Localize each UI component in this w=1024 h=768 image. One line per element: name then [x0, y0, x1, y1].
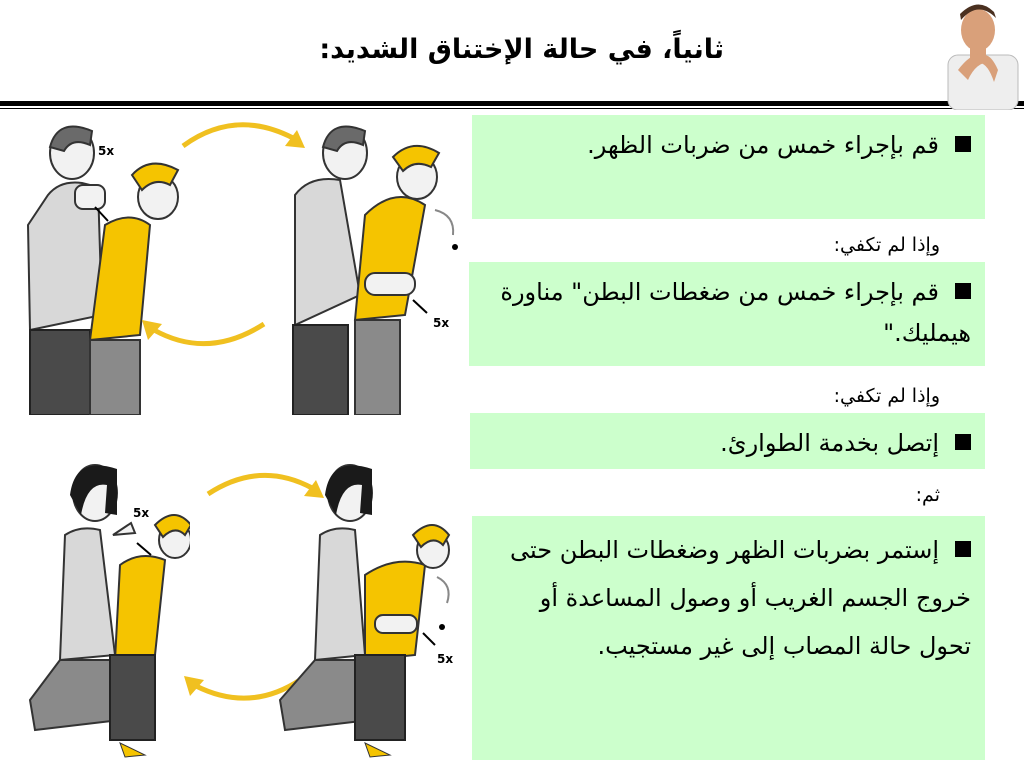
back-blows-count-label: 5x — [98, 144, 115, 158]
choking-person-icon — [938, 0, 1024, 110]
child-abdominal-thrusts-illustration — [265, 455, 465, 760]
child-back-blows-illustration — [25, 455, 190, 760]
step-abdominal-thrusts — [469, 262, 985, 366]
slide-title: ثانياً، في حالة الإختناق الشديد: — [319, 34, 724, 65]
if-not-enough-note: وإذا لم تكفي: — [833, 385, 940, 407]
step-continue — [472, 516, 985, 760]
step-call-emergency — [470, 413, 985, 469]
bullet-icon — [955, 283, 971, 299]
bullet-icon — [955, 434, 971, 450]
title-divider — [0, 101, 1024, 106]
step-back-blows — [472, 115, 985, 219]
then-note: ثم: — [915, 484, 940, 506]
bullet-icon — [955, 541, 971, 557]
step-text: قم بإجراء خمس من ضربات الظهر. — [587, 131, 939, 159]
step-text: قم بإجراء خمس من ضغطات البطن" مناورة هيمليك." — [500, 278, 971, 347]
child-back-blows-count-label: 5x — [133, 506, 150, 520]
if-not-enough-note: وإذا لم تكفي: — [833, 234, 940, 256]
adult-back-blows-illustration — [20, 115, 190, 415]
abdominal-thrusts-count-label: 5x — [433, 316, 450, 330]
step-text: إتصل بخدمة الطوارئ. — [720, 429, 939, 457]
child-abdominal-thrusts-count-label: 5x — [437, 652, 454, 666]
step-text: إستمر بضربات الظهر وضغطات البطن حتى خروج الجسم الغريب أو وصول المساعدة أو تحول حالة المصاب إلى غير مستجيب. — [510, 536, 971, 660]
title-divider-thin — [0, 108, 1024, 109]
bullet-icon — [955, 136, 971, 152]
cycle-arrow-icon — [138, 310, 273, 360]
adult-abdominal-thrusts-illustration — [285, 115, 460, 415]
